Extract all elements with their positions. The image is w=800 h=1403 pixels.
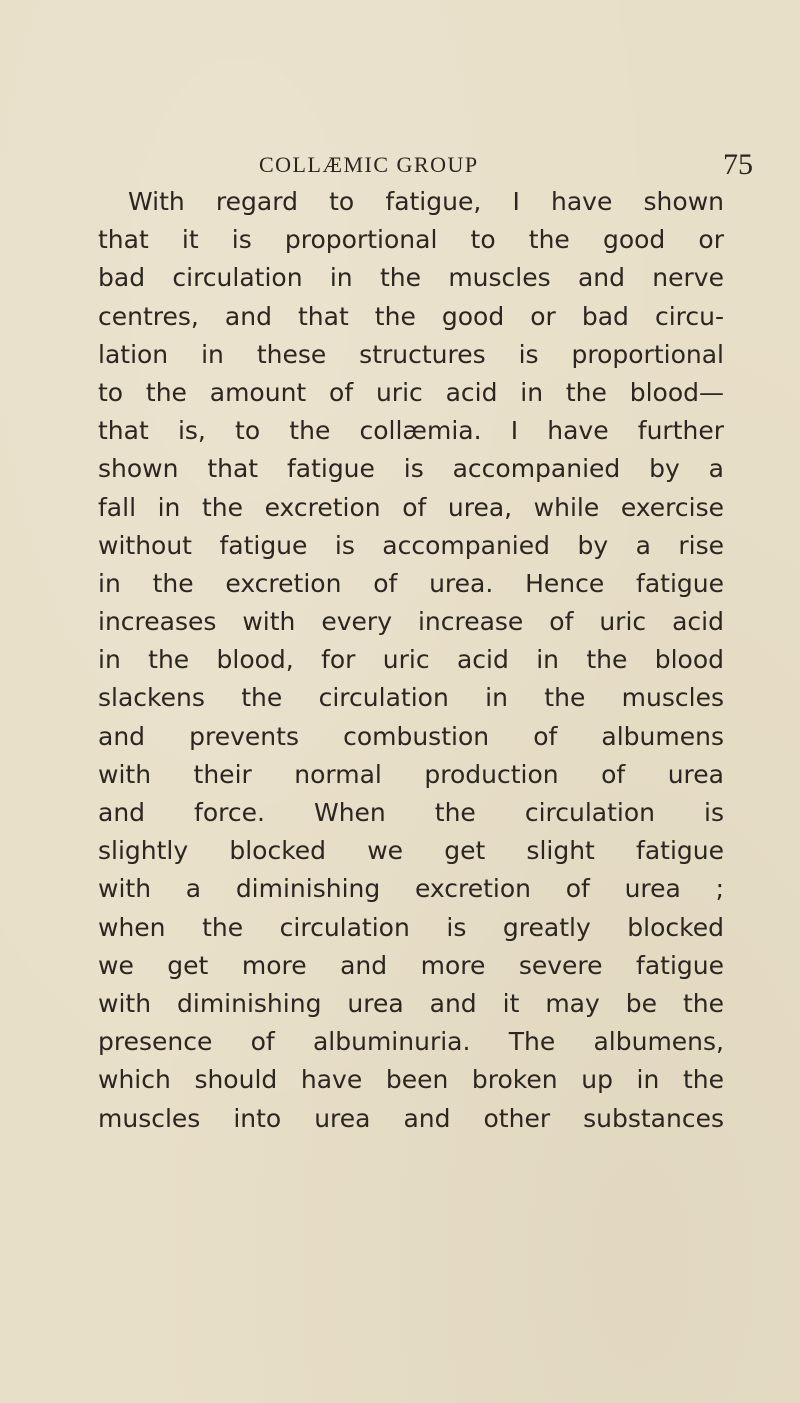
text-line: increases with every increase of uric acid bbox=[98, 607, 724, 637]
text-line: With regard to fatigue, I have shown bbox=[128, 187, 724, 216]
running-title: COLLÆMIC GROUP bbox=[259, 152, 479, 177]
text-line: lation in these structures is proportional bbox=[98, 339, 724, 369]
text-line: that it is proportional to the good or bbox=[98, 225, 724, 255]
text-line: with a diminishing excretion of urea ; bbox=[98, 874, 724, 904]
text-line: and prevents combustion of albumens bbox=[98, 721, 724, 751]
page-number: 75 bbox=[723, 148, 753, 181]
text-line: which should have been broken up in the bbox=[98, 1065, 724, 1095]
text-line: when the circulation is greatly blocked bbox=[98, 912, 724, 942]
text-line: centres, and that the good or bad circu- bbox=[98, 301, 724, 331]
text-line: with their normal production of urea bbox=[98, 759, 724, 789]
text-line: that is, to the collæmia. I have further bbox=[98, 416, 724, 446]
text-line: and force. When the circulation is bbox=[98, 798, 724, 827]
text-line: slackens the circulation in the muscles bbox=[98, 683, 724, 713]
text-line: presence of albuminuria. The albumens, bbox=[98, 1027, 724, 1057]
text-line: in the excretion of urea. Hence fatigue bbox=[98, 568, 724, 598]
text-line: bad circulation in the muscles and nerve bbox=[98, 263, 724, 293]
body-paragraph bbox=[98, 183, 724, 1138]
text-line: shown that fatigue is accompanied by a bbox=[98, 454, 724, 484]
text-line: fall in the excretion of urea, while exercise bbox=[98, 492, 724, 522]
text-line: without fatigue is accompanied by a rise bbox=[98, 530, 724, 560]
text-line: slightly blocked we get slight fatigue bbox=[98, 836, 724, 866]
text-line: with diminishing urea and it may be the bbox=[98, 988, 724, 1018]
text-line: to the amount of uric acid in the blood— bbox=[98, 377, 724, 407]
text-line: we get more and more severe fatigue bbox=[98, 950, 724, 980]
text-line: muscles into urea and other substances bbox=[98, 1103, 724, 1133]
text-line: in the blood, for uric acid in the blood bbox=[98, 645, 724, 675]
